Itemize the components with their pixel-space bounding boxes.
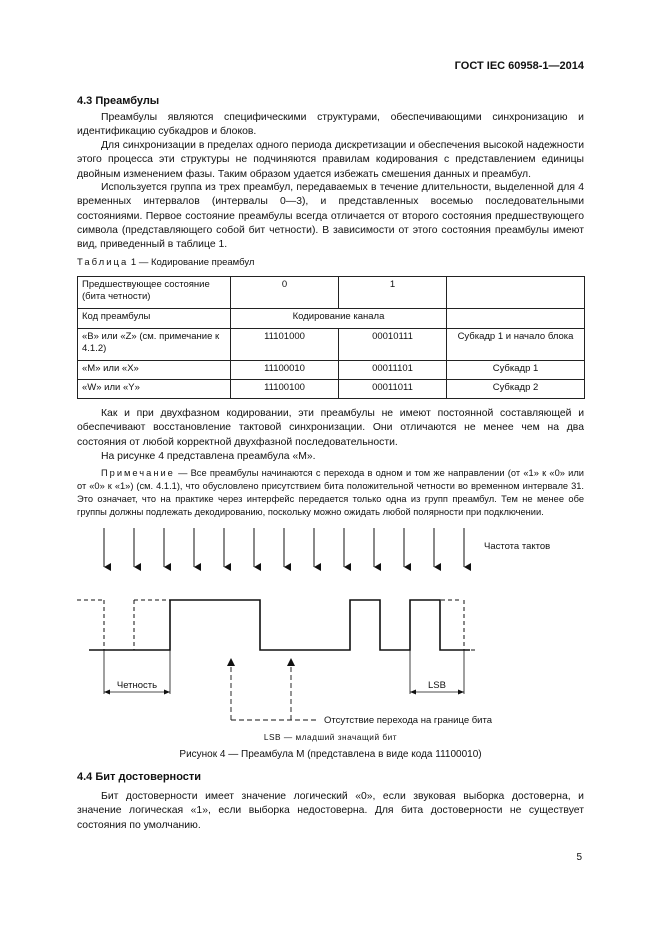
no-transition-arrows [227, 658, 317, 720]
table-cell: «B» или «Z» (см. примечание к 4.1.2) [78, 329, 231, 361]
table-cell [447, 309, 585, 329]
preamble-m-diagram [77, 522, 587, 727]
table-row [78, 329, 585, 361]
table-cell: 0 [231, 277, 339, 309]
table-cell: 11100010 [231, 361, 339, 380]
table-cell: Код преамбулы [78, 309, 231, 329]
paragraph-2: Для синхронизации в пределах одного периода дискретизации и обеспечения высокой надежности этого процесса эти структуры не подчиняются правилам кодирования с представлением единицы двойным изменением фазы. Таким образом удается избежать смешения данных и преамбул. [77, 140, 584, 180]
page-number: 5 [576, 852, 582, 863]
table-cell: «M» или «X» [78, 361, 231, 380]
table-caption-word: Таблица [77, 257, 129, 268]
note-label: Примечание [101, 468, 175, 478]
paragraph-1: Преамбулы являются специфическими структурами, обеспечивающими синхронизацию и идентификацию субкадров и блоков. [77, 112, 584, 138]
paragraph-3: Используется группа из трех преамбул, передаваемых в течение длительности, выделенной для 4 временных интервалов (интервалы 0—3), и представленных восемью последовательными состояниями. Первое состояние преамбулы всегда отличается от второго состояния предшествующего символа (представляющего собой бит четности). В зависимости от этого состояния преамбулы имеют вид, приведенный в таблице 1. [77, 182, 584, 251]
no-transition-label: Отсутствие перехода на границе бита [324, 715, 493, 726]
table-cell: Субкадр 2 [447, 380, 585, 399]
table-cell: «W» или «Y» [78, 380, 231, 399]
table-cell: Субкадр 1 и начало блока [447, 329, 585, 361]
paragraph-after-table: Как и при двухфазном кодировании, эти преамбулы не имеют постоянной составляющей и обеспечивают восстановление тактовой синхронизации. Они отличаются не менее чем на два состояния от любой корректной двухфазной последовательности. [77, 408, 584, 448]
preamble-coding-table [77, 276, 585, 399]
table-subheader-row [78, 309, 585, 329]
table-cell [447, 277, 585, 309]
note-text: — Все преамбулы начинаются с перехода в одном и том же направлении (от «1» к «0» или от «0» к «1») (см. 4.1.1), что обусловлено присутствием бита положительной четности во временном интервале 31. Это означает, что на практике через интерфейс передается только одна из групп преамбул. Тем не менее обе группы должны подлежать декодированию, поскольку можно ожидать любой полярности при подключении. [77, 468, 584, 517]
dashed-alternate-signal [77, 600, 477, 650]
table-cell: Субкадр 1 [447, 361, 585, 380]
table-row [78, 361, 585, 380]
table-cell: 1 [339, 277, 447, 309]
paragraph-validity: Бит достоверности имеет значение логический «0», если звуковая выборка достоверна, и значение логическая «1», если выборка недостоверна. Для бита достоверности не существует состояния по умолчанию. [77, 791, 584, 831]
table-cell: 00011101 [339, 361, 447, 380]
note-block [77, 467, 584, 519]
paragraph-figure-ref: На рисунке 4 представлена преамбула «M». [101, 451, 316, 462]
section-title-validity: 4.4 Бит достоверности [77, 771, 202, 783]
table-cell: 11101000 [231, 329, 339, 361]
section-title-preambles: 4.3 Преамбулы [77, 95, 160, 107]
preamble-waveform [89, 600, 470, 650]
cycle-markers [104, 650, 464, 694]
figure-legend: LSB — младший значащий бит [263, 732, 398, 742]
parity-label: Четность [116, 680, 158, 691]
table-header-row [78, 277, 585, 309]
table-cell: Предшествующее состояние (бита четности) [78, 277, 231, 309]
clock-arrows [104, 528, 464, 567]
table-caption [77, 257, 254, 268]
table-cell: 00010111 [339, 329, 447, 361]
table-cell: Кодирование канала [231, 309, 447, 329]
clock-label: Частота тактов [484, 541, 551, 552]
table-cell: 00011011 [339, 380, 447, 399]
lsb-label: LSB [428, 680, 446, 691]
standard-header: ГОСТ IEC 60958-1—2014 [454, 60, 584, 72]
table-cell: 11100100 [231, 380, 339, 399]
figure-caption: Рисунок 4 — Преамбула M (представлена в виде кода 11100010) [179, 749, 482, 760]
table-row [78, 380, 585, 399]
table-caption-text: 1 — Кодирование преамбул [130, 257, 255, 268]
